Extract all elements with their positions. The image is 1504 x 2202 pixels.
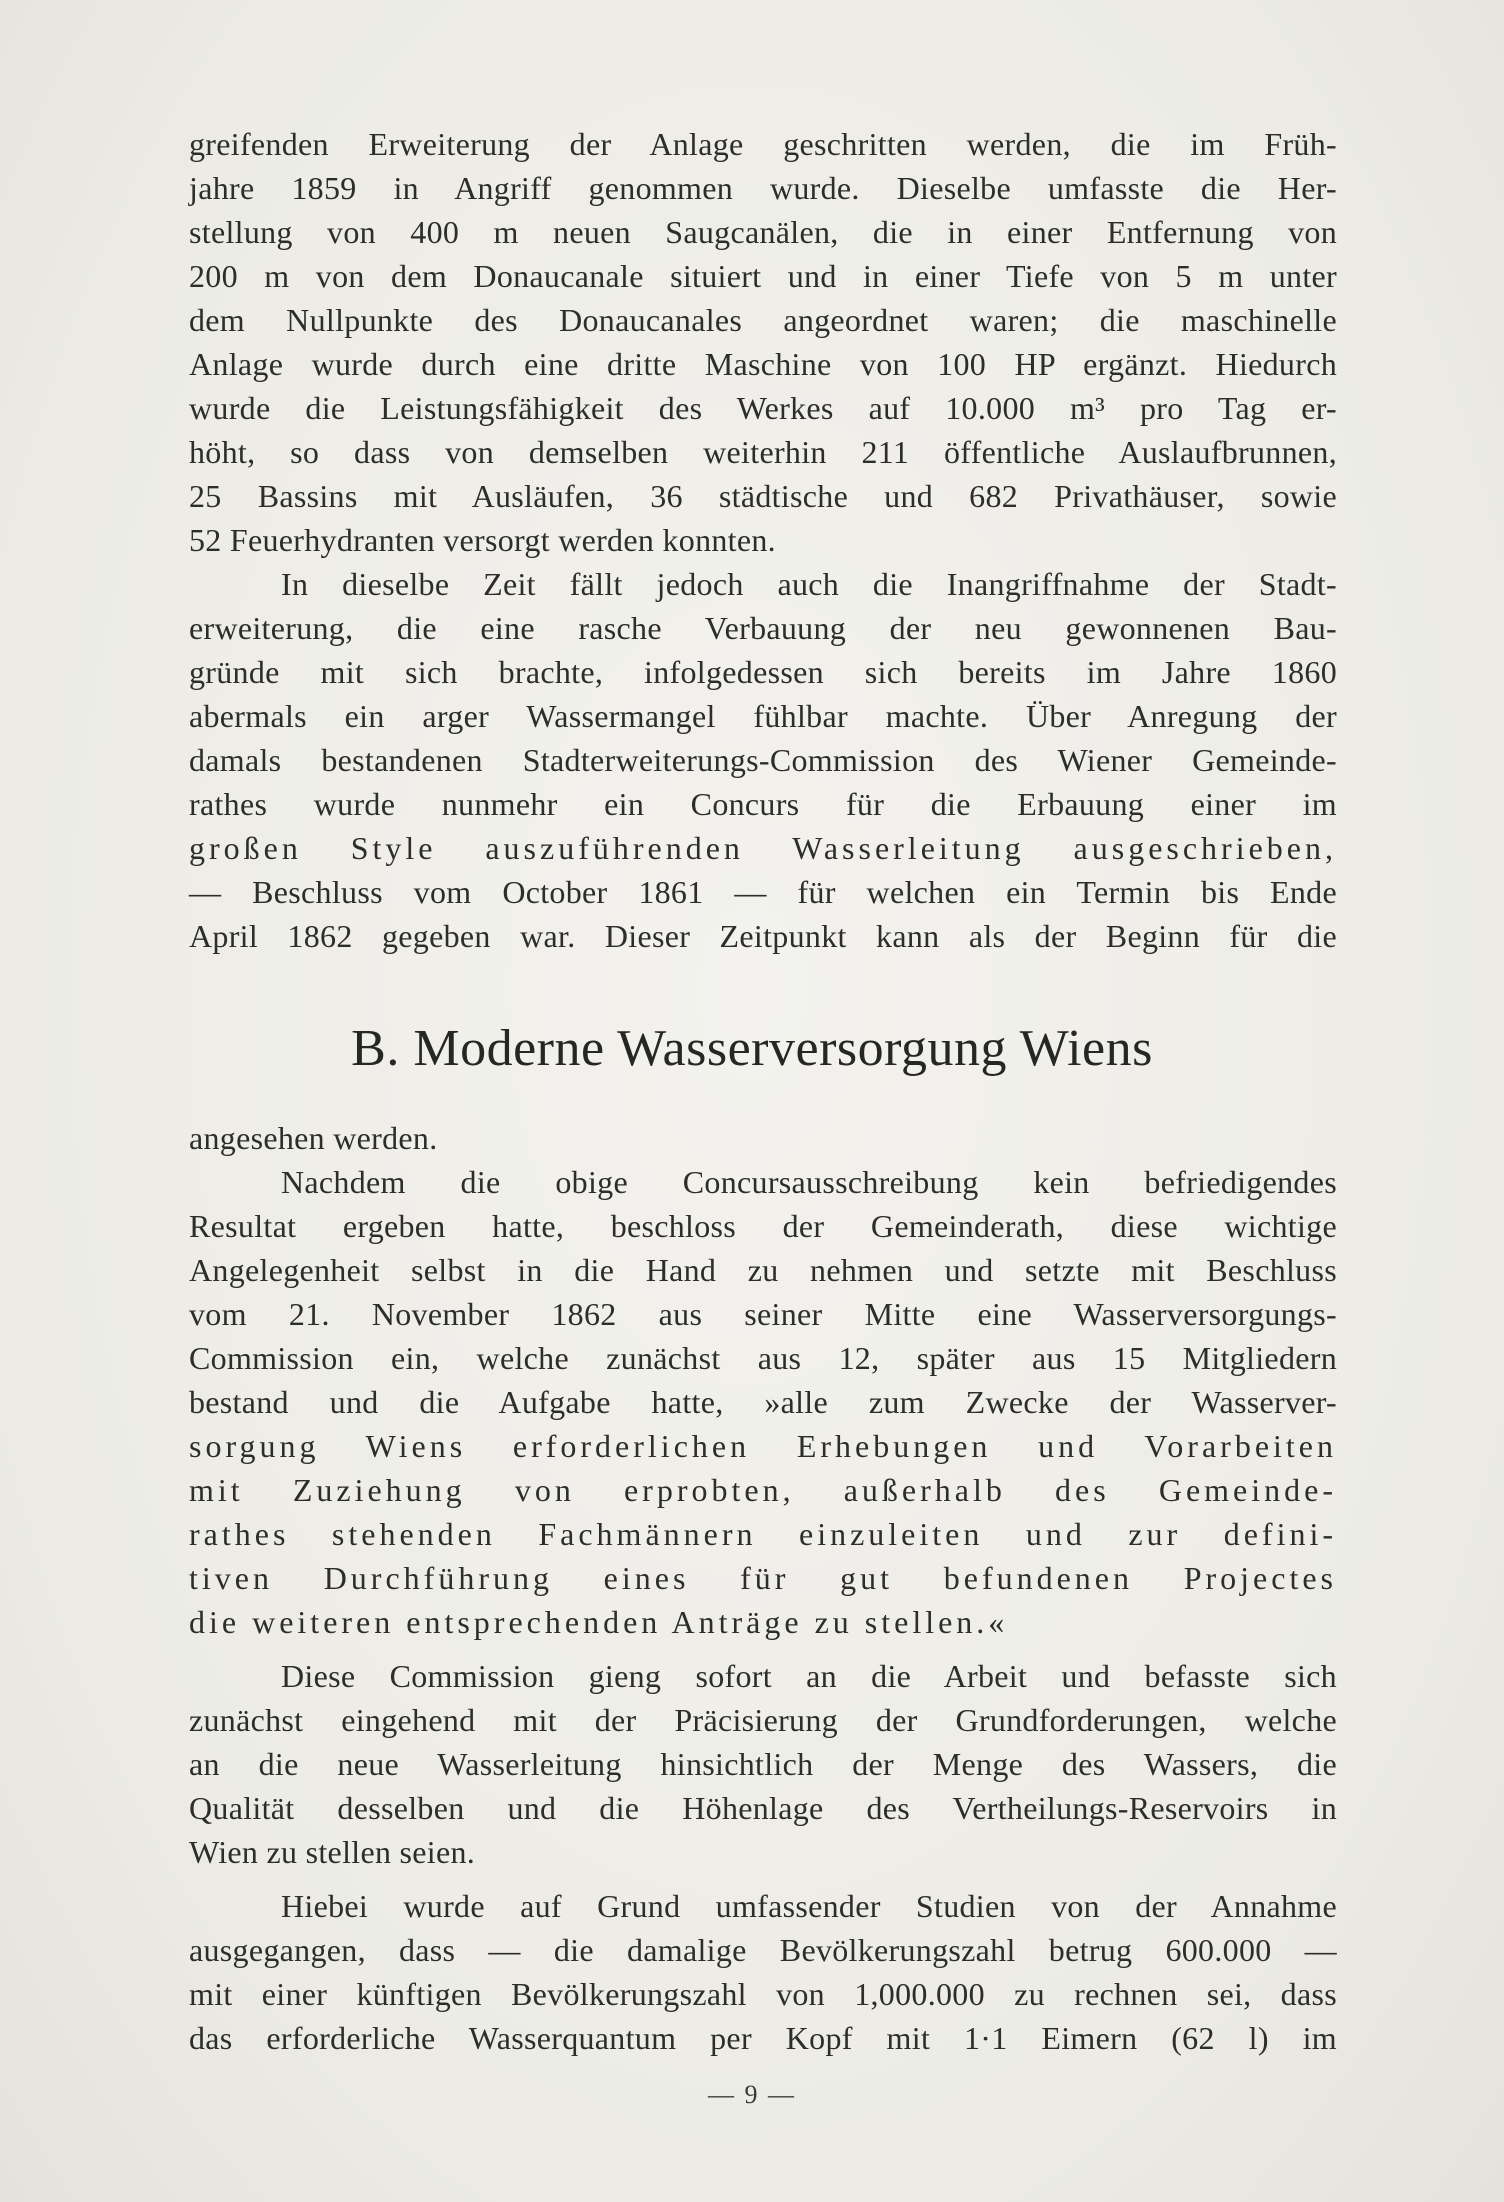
text-line: rathes wurde nunmehr ein Concurs für die Erbauung einer im	[189, 786, 1337, 822]
section-heading: B. Moderne Wasserversorgung Wiens	[351, 1020, 1153, 1077]
text-line: — Beschluss vom October 1861 — für welchen ein Termin bis Ende	[189, 874, 1337, 910]
page-number: — 9 —	[708, 2080, 796, 2109]
text-line: an die neue Wasserleitung hinsichtlich der Menge des Wassers, die	[189, 1746, 1337, 1782]
text-line: gründe mit sich brachte, infolgedessen sich bereits im Jahre 1860	[189, 654, 1337, 690]
text-line: erweiterung, die eine rasche Verbauung der neu gewonnenen Bau-	[189, 610, 1337, 646]
text-line: höht, so dass von demselben weiterhin 211 öffentliche Auslaufbrunnen,	[189, 434, 1337, 470]
text-line: Hiebei wurde auf Grund umfassender Studien von der Annahme	[281, 1888, 1337, 1924]
text-line: stellung von 400 m neuen Saugcanälen, die in einer Entfernung von	[189, 214, 1337, 250]
text-line: großen Style auszuführenden Wasserleitung ausgeschrieben,	[189, 830, 1337, 866]
text-line: Wien zu stellen seien.	[189, 1834, 476, 1870]
text-line: die weiteren entsprechenden Anträge zu stellen.«	[189, 1604, 1009, 1640]
text-line: 52 Feuerhydranten versorgt werden konnten.	[189, 522, 776, 558]
text-line: In dieselbe Zeit fällt jedoch auch die Inangriffnahme der Stadt-	[281, 566, 1337, 602]
text-line: greifenden Erweiterung der Anlage geschritten werden, die im Früh-	[189, 126, 1337, 162]
text-line: Qualität desselben und die Höhenlage des Vertheilungs-Reservoirs in	[189, 1790, 1337, 1826]
text-line: angesehen werden.	[189, 1120, 438, 1156]
text-line: mit Zuziehung von erprobten, außerhalb des Gemeinde-	[189, 1472, 1337, 1508]
text-line: damals bestandenen Stadterweiterungs-Commission des Wiener Gemeinde-	[189, 742, 1337, 778]
text-line: rathes stehenden Fachmännern einzuleiten und zur defini-	[189, 1516, 1337, 1552]
text-line: April 1862 gegeben war. Dieser Zeitpunkt kann als der Beginn für die	[189, 918, 1337, 954]
text-line: bestand und die Aufgabe hatte, »alle zum Zwecke der Wasserver-	[189, 1384, 1337, 1420]
text-line: das erforderliche Wasserquantum per Kopf mit 1·1 Eimern (62 l) im	[189, 2020, 1337, 2056]
text-line: 25 Bassins mit Ausläufen, 36 städtische und 682 Privathäuser, sowie	[189, 478, 1337, 514]
text-line: mit einer künftigen Bevölkerungszahl von 1,000.000 zu rechnen sei, dass	[189, 1976, 1337, 2012]
text-line: zunächst eingehend mit der Präcisierung der Grundforderungen, welche	[189, 1702, 1337, 1738]
text-line: abermals ein arger Wassermangel fühlbar machte. Über Anregung der	[189, 698, 1337, 734]
text-line: Resultat ergeben hatte, beschloss der Gemeinderath, diese wichtige	[189, 1208, 1337, 1244]
text-line: Diese Commission gieng sofort an die Arbeit und befasste sich	[281, 1658, 1337, 1694]
text-line: Angelegenheit selbst in die Hand zu nehmen und setzte mit Beschluss	[189, 1252, 1337, 1288]
text-line: 200 m von dem Donaucanale situiert und in einer Tiefe von 5 m unter	[189, 258, 1337, 294]
text-line: tiven Durchführung eines für gut befundenen Projectes	[189, 1560, 1337, 1596]
text-line: Anlage wurde durch eine dritte Maschine von 100 HP ergänzt. Hiedurch	[189, 346, 1337, 382]
text-line: wurde die Leistungsfähigkeit des Werkes auf 10.000 m³ pro Tag er-	[189, 390, 1337, 426]
text-line: vom 21. November 1862 aus seiner Mitte eine Wasserversorgungs-	[189, 1296, 1337, 1332]
text-line: sorgung Wiens erforderlichen Erhebungen und Vorarbeiten	[189, 1428, 1337, 1464]
text-line: jahre 1859 in Angriff genommen wurde. Dieselbe umfasste die Her-	[189, 170, 1337, 206]
text-line: ausgegangen, dass — die damalige Bevölkerungszahl betrug 600.000 —	[189, 1932, 1337, 1968]
text-line: dem Nullpunkte des Donaucanales angeordnet waren; die maschinelle	[189, 302, 1337, 338]
text-block-top	[189, 122, 1337, 958]
text-line: Nachdem die obige Concursausschreibung kein befriedigendes	[281, 1164, 1337, 1200]
text-line: Commission ein, welche zunächst aus 12, später aus 15 Mitgliedern	[189, 1340, 1337, 1376]
text-block-bottom	[189, 1116, 1337, 2060]
